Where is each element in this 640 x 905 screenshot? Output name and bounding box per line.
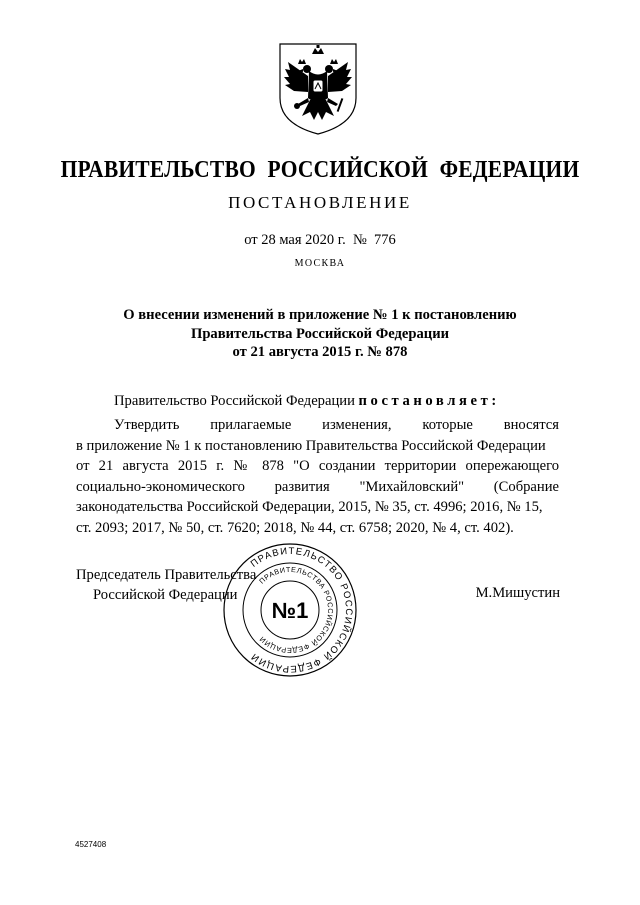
date-and-number: от 28 мая 2020 г. № 776 bbox=[244, 232, 396, 248]
seal-outer-text: ПРАВИТЕЛЬСТВО РОССИЙСКОЙ ФЕДЕРАЦИИ bbox=[248, 545, 355, 675]
signer-title-line: Председатель Правительства bbox=[76, 567, 257, 583]
city-name: МОСКВА bbox=[294, 258, 346, 269]
body-line: социально-экономического развития "Михайловский" (Собрание bbox=[76, 478, 559, 495]
preamble bbox=[114, 393, 500, 410]
subject-line: О внесении изменений в приложение № 1 к постановлению bbox=[123, 307, 517, 323]
subject-line: Правительства Российской Федерации bbox=[190, 325, 450, 342]
coat-of-arms-emblem bbox=[272, 40, 364, 136]
seal-number: №1 bbox=[271, 598, 309, 623]
seal-inner-text: ПРАВИТЕЛЬСТВА РОССИЙСКОЙ ФЕДЕРАЦИИ bbox=[257, 564, 336, 656]
preamble-keyword: постановляет: bbox=[358, 393, 500, 409]
document-code: 4527408 bbox=[75, 840, 107, 849]
preamble-text: Правительство Российской Федерации bbox=[114, 393, 355, 409]
subject-line: от 21 августа 2015 г. № 878 bbox=[232, 344, 408, 360]
official-seal-stamp bbox=[222, 542, 358, 678]
body-paragraph bbox=[76, 415, 559, 539]
body-line: ст. 2093; 2017, № 50, ст. 7620; 2018, № 44, ст. 6758; 2020, № 4, ст. 402). bbox=[76, 519, 514, 536]
document-subject bbox=[0, 306, 640, 362]
body-line: в приложение № 1 к постановлению Правительства Российской Федерации bbox=[76, 437, 546, 454]
body-line: законодательства Российской Федерации, 2015, № 35, ст. 4996; 2016, № 15, bbox=[76, 499, 543, 516]
signer-name: М.Мишустин bbox=[475, 585, 560, 601]
signer-title-line: Российской Федерации bbox=[93, 587, 238, 603]
document-type: ПОСТАНОВЛЕНИЕ bbox=[228, 193, 412, 212]
body-line: Утвердить прилагаемые изменения, которые вносятся bbox=[114, 417, 559, 433]
body-line: от 21 августа 2015 г. № 878 "О создании территории опережающего bbox=[76, 458, 559, 475]
government-title: ПРАВИТЕЛЬСТВО РОССИЙСКОЙ ФЕДЕРАЦИИ bbox=[60, 155, 580, 183]
